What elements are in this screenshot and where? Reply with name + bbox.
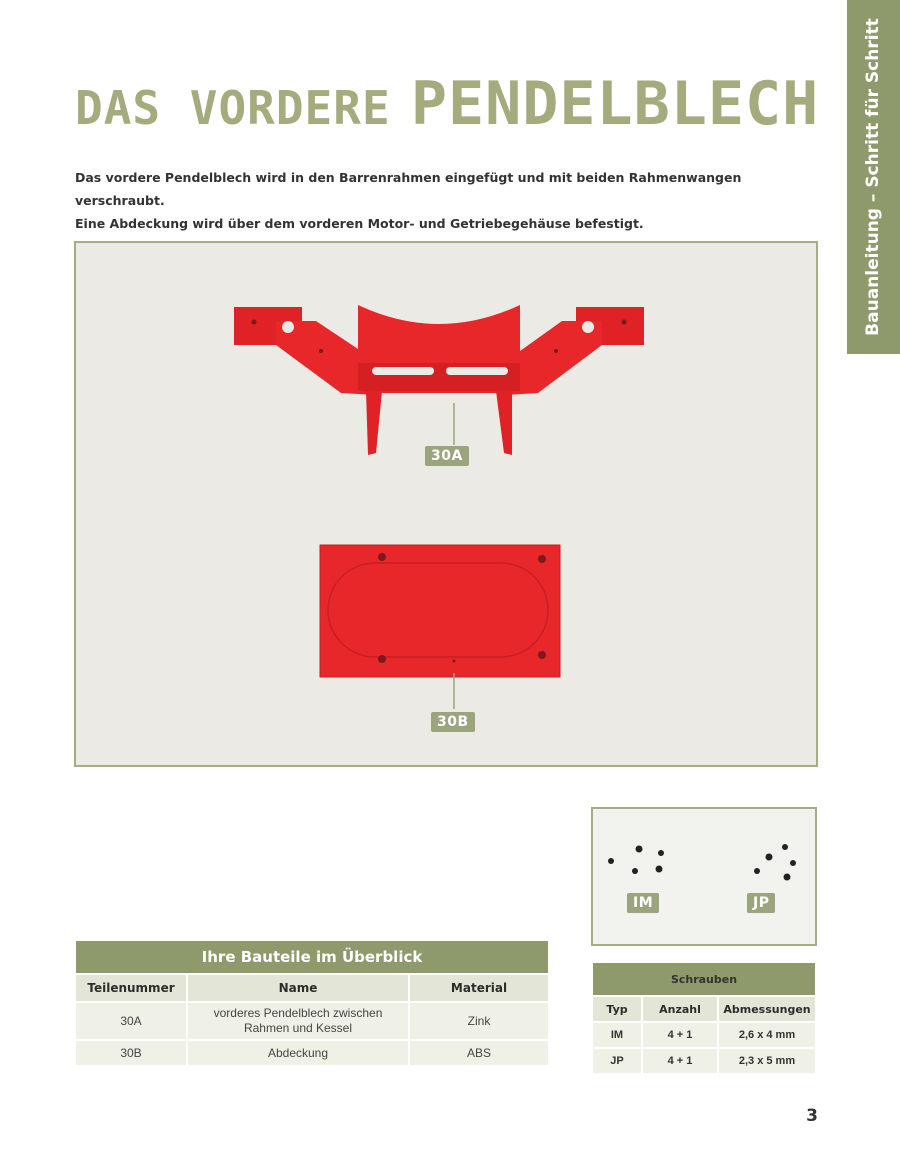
screws-table-cell-type: JP (592, 1048, 642, 1074)
parts-table-header-name: Name (187, 974, 409, 1002)
screws-jp-group (754, 844, 796, 881)
screws-table-header-quantity: Anzahl (642, 996, 718, 1022)
parts-table-caption: Ihre Bauteile im Überblick (75, 940, 549, 974)
screws-table (591, 961, 817, 1075)
screws-table-cell-type: IM (592, 1022, 642, 1048)
part-30b-label: 30B (431, 712, 475, 732)
screws-im-group (608, 846, 664, 875)
parts-table-cell-part-number: 30B (75, 1040, 187, 1066)
screws-table-header-dimensions: Abmessungen (718, 996, 816, 1022)
parts-table-header-material: Material (409, 974, 549, 1002)
screw-jp-label: JP (747, 893, 775, 913)
parts-photo-illustration (76, 243, 816, 765)
part-30a-shape (234, 305, 644, 455)
parts-photo (74, 241, 818, 767)
screw-im-label: IM (627, 893, 659, 913)
page-title (75, 69, 820, 139)
screws-table-caption: Schrauben (592, 962, 816, 996)
parts-table-cell-name: Abdeckung (187, 1040, 409, 1066)
screws-table-cell-quantity: 4 + 1 (642, 1022, 718, 1048)
intro-line-1: Das vordere Pendelblech wird in den Barrenrahmen eingefügt und mit beiden Rahmenwangen verschraubt. (75, 170, 742, 208)
page-title-part1: DAS VORDERE (75, 81, 391, 135)
screws-table-cell-dimensions: 2,3 x 5 mm (718, 1048, 816, 1074)
screws-photo (591, 807, 817, 946)
table-row (75, 1002, 549, 1040)
page-number: 3 (806, 1106, 818, 1126)
section-side-tab-text: Bauanleitung – Schritt für Schritt (863, 18, 883, 336)
screws-photo-illustration (593, 809, 815, 944)
parts-table-cell-name: vorderes Pendelblech zwischen Rahmen und Kessel (187, 1002, 409, 1040)
table-row (75, 1040, 549, 1066)
screws-table-cell-dimensions: 2,6 x 4 mm (718, 1022, 816, 1048)
screws-table-header-type: Typ (592, 996, 642, 1022)
table-row (592, 1048, 816, 1074)
parts-overview-table (74, 939, 550, 1067)
intro-line-2: Eine Abdeckung wird über dem vorderen Motor- und Getriebegehäuse befestigt. (75, 216, 644, 231)
parts-table-cell-material: ABS (409, 1040, 549, 1066)
intro-text (75, 166, 795, 235)
screws-table-cell-quantity: 4 + 1 (642, 1048, 718, 1074)
parts-table-cell-material: Zink (409, 1002, 549, 1040)
table-row (592, 1022, 816, 1048)
parts-table-cell-part-number: 30A (75, 1002, 187, 1040)
section-side-tab (847, 0, 900, 354)
part-30a-label: 30A (425, 446, 469, 466)
page-title-part2: PENDELBLECH (410, 69, 820, 139)
part-30b-shape (320, 545, 560, 677)
parts-table-header-part-number: Teilenummer (75, 974, 187, 1002)
